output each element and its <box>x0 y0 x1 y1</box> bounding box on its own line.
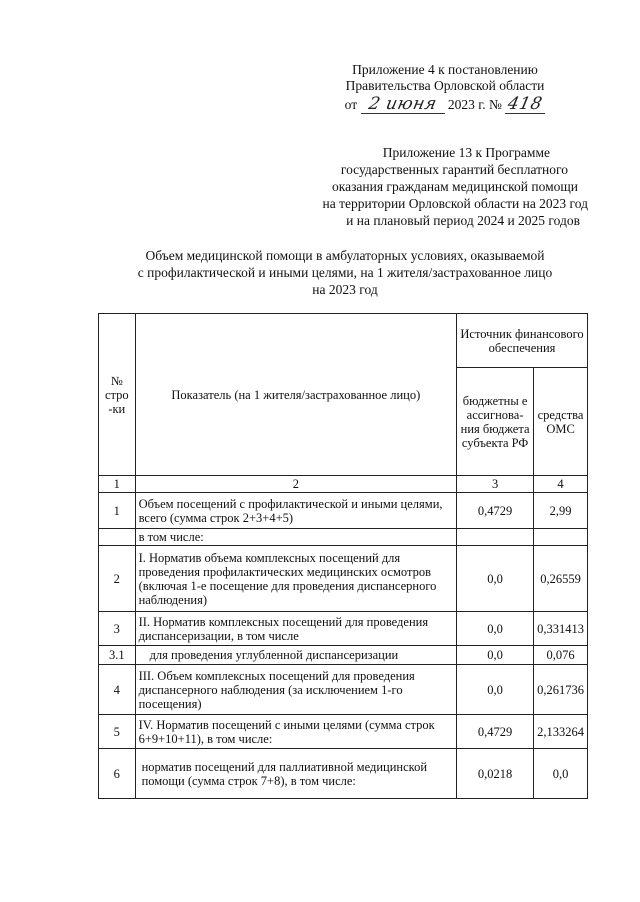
header-indicator: Показатель (на 1 жителя/застрахованное лицо) <box>135 314 457 476</box>
row-number: 6 <box>99 749 136 799</box>
row-budget-value <box>457 529 534 546</box>
row-oms-value: 0,261736 <box>534 665 588 715</box>
table-row <box>99 715 588 749</box>
row-number: 2 <box>99 546 136 612</box>
row-budget-value: 0,0 <box>457 546 534 612</box>
row-oms-value: 0,331413 <box>534 612 588 646</box>
title-line-2: с профилактической и иными целями, на 1 жителя/застрахованное лицо <box>137 265 553 280</box>
row-indicator: норматив посещений для паллиативной медицинской помощи (сумма строк 7+8), в том числе: <box>135 749 457 799</box>
row-number: 4 <box>99 665 136 715</box>
table-row <box>99 646 588 665</box>
table-row <box>99 749 588 799</box>
appendix-line-2: государственных гарантий бесплатного <box>340 162 568 177</box>
handwritten-date: 2 июня <box>366 94 439 114</box>
row-oms-value: 2,99 <box>534 493 588 529</box>
table-row <box>99 493 588 529</box>
date-year: 2023 г. № <box>447 97 502 112</box>
index-cell: 1 <box>99 476 136 493</box>
date-field <box>361 96 445 114</box>
table-row <box>99 612 588 646</box>
row-oms-value: 0,0 <box>534 749 588 799</box>
row-number: 1 <box>99 493 136 529</box>
row-number: 5 <box>99 715 136 749</box>
resolution-reference <box>330 62 560 114</box>
index-cell: 3 <box>457 476 534 493</box>
row-budget-value: 0,0 <box>457 665 534 715</box>
row-indicator: I. Норматив объема комплексных посещений для проведения профилактических медицинских осмотров (включая 1-е посещение для проведения диспансерного наблюдения) <box>135 546 457 612</box>
row-budget-value: 0,0218 <box>457 749 534 799</box>
resolution-date-line <box>330 96 560 114</box>
resolution-line-2: Правительства Орловской области <box>345 78 545 93</box>
row-indicator: для проведения углубленной диспансеризации <box>135 646 457 665</box>
index-cell: 2 <box>135 476 457 493</box>
row-indicator: II. Норматив комплексных посещений для проведения диспансеризации, в том числе <box>135 612 457 646</box>
row-number: 3.1 <box>99 646 136 665</box>
appendix-reference <box>280 144 588 229</box>
table-row <box>99 665 588 715</box>
number-field <box>505 96 545 114</box>
resolution-line-1: Приложение 4 к постановлению <box>352 62 538 77</box>
row-budget-value: 0,0 <box>457 646 534 665</box>
row-oms-value <box>534 529 588 546</box>
title-line-1: Объем медицинской помощи в амбулаторных условиях, оказываемой <box>145 248 545 263</box>
row-indicator: III. Объем комплексных посещений для проведения диспансерного наблюдения (за исключением 1-го посещения) <box>135 665 457 715</box>
row-budget-value: 0,4729 <box>457 493 534 529</box>
document-title <box>90 247 600 298</box>
row-number: 3 <box>99 612 136 646</box>
header-budget: бюджетны е ассигнова- ния бюджета субъекта РФ <box>457 368 534 476</box>
handwritten-number: 418 <box>506 94 545 114</box>
row-oms-value: 2,133264 <box>534 715 588 749</box>
row-indicator: Объем посещений с профилактической и иными целями, всего (сумма строк 2+3+4+5) <box>135 493 457 529</box>
appendix-line-4: на территории Орловской области на 2023 год <box>322 196 588 211</box>
row-oms-value: 0,26559 <box>534 546 588 612</box>
header-row-number: № стро -ки <box>99 314 136 476</box>
row-number <box>99 529 136 546</box>
index-cell: 4 <box>534 476 588 493</box>
index-row <box>99 476 588 493</box>
header-oms: средства ОМС <box>534 368 588 476</box>
title-line-3: на 2023 год <box>312 282 378 297</box>
row-budget-value: 0,0 <box>457 612 534 646</box>
row-indicator: в том числе: <box>135 529 457 546</box>
table-row <box>99 529 588 546</box>
appendix-line-1: Приложение 13 к Программе <box>382 145 550 160</box>
row-oms-value: 0,076 <box>534 646 588 665</box>
appendix-line-3: оказания гражданам медицинской помощи <box>331 179 578 194</box>
header-funding-source: Источник финансового обеспечения <box>457 314 588 368</box>
row-budget-value: 0,4729 <box>457 715 534 749</box>
volume-table <box>98 313 588 799</box>
date-prefix: от <box>344 97 358 112</box>
appendix-line-5: и на плановый период 2024 и 2025 годов <box>346 213 580 228</box>
row-indicator: IV. Норматив посещений с иными целями (сумма строк 6+9+10+11), в том числе: <box>135 715 457 749</box>
table-row <box>99 546 588 612</box>
